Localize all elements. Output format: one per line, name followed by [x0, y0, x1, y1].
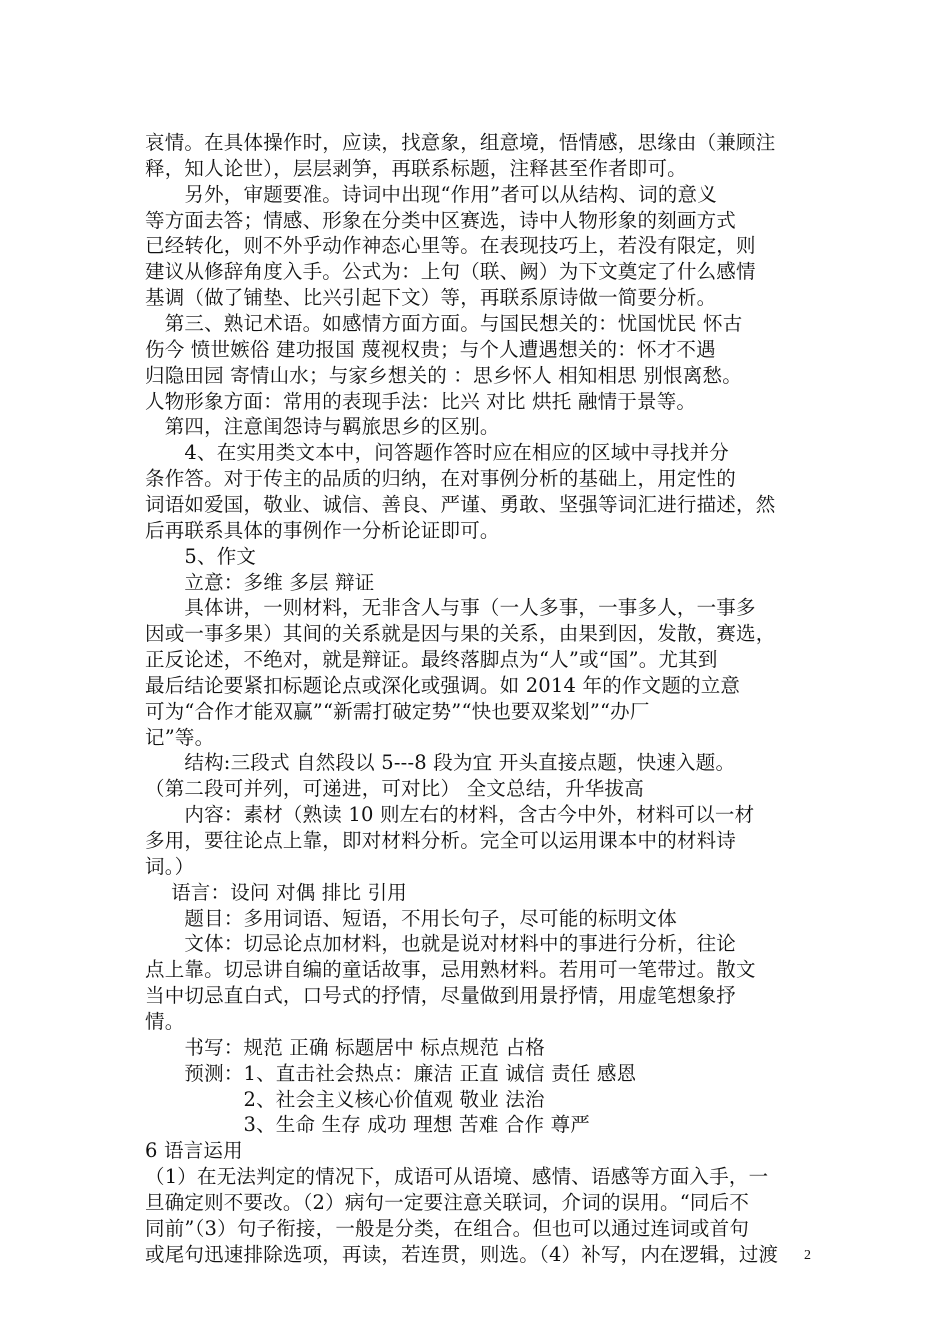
text-line: 人物形象方面：常用的表现手法：比兴 对比 烘托 融情于景等。: [145, 389, 697, 413]
text-line: 最后结论要紧扣标题论点或深化或强调。如 2014 年的作文题的立意: [145, 673, 741, 697]
text-line: 6 语言运用: [145, 1139, 243, 1163]
text-line: 或尾句迅速排除选项，再读，若连贯，则选。（4）补写，内在逻辑，过渡: [145, 1242, 779, 1266]
text-line: 书写：规范 正确 标题居中 标点规范 占格: [145, 1035, 545, 1059]
text-line: 可为“合作才能双赢”“新需打破定势”“快也要双桨划”“办厂: [145, 699, 650, 723]
text-line: 预测：1、直击社会热点：廉洁 正直 诚信 责任 感恩: [145, 1061, 637, 1085]
text-line: 立意：多维 多层 辩证: [145, 570, 375, 594]
text-line: 释，知人论世），层层剥笋，再联系标题，注释甚至作者即可。: [145, 156, 687, 180]
text-line: 另外，审题要准。诗词中出现“作用”者可以从结构、词的意义: [145, 182, 717, 206]
text-line: 同前”（3）句子衔接，一般是分类，在组合。但也可以通过连词或首句: [145, 1216, 750, 1240]
text-line: 第四，注意闺怨诗与羁旅思乡的区别。: [145, 415, 500, 439]
text-line: 词。）: [145, 854, 195, 878]
text-line: 已经转化，则不外乎动作神态心里等。在表现技巧上，若没有限定，则: [145, 234, 756, 258]
text-line: 4、在实用类文本中，问答题作答时应在相应的区域中寻找并分: [145, 441, 729, 465]
text-line: 情。: [145, 1009, 185, 1033]
text-line: 5、作文: [145, 544, 257, 568]
text-line: （1）在无法判定的情况下，成语可从语境、感情、语感等方面入手，一: [145, 1165, 769, 1188]
text-line: 因或一事多果）其间的关系就是因与果的关系，由果到因，发散，赛选，: [145, 622, 776, 646]
text-line: 后再联系具体的事例作一分析论证即可。: [145, 518, 500, 542]
text-line: 题目：多用词语、短语，不用长句子，尽可能的标明文体: [145, 906, 677, 930]
text-line: 2、社会主义核心价值观 敬业 法治: [145, 1087, 545, 1111]
text-line: 伤今 愤世嫉俗 建功报国 蔑视权贵；与个人遭遇想关的：怀才不遇: [145, 337, 716, 361]
text-line: 等方面去答；情感、形象在分类中区赛选，诗中人物形象的刻画方式: [145, 208, 737, 232]
text-line: 内容：素材（熟读 10 则左右的材料，含古今中外，材料可以一材: [145, 803, 755, 827]
text-line: 结构:三段式 自然段以 5---8 段为宜 开头直接点题，快速入题。: [145, 751, 736, 775]
text-line: 归隐田园 寄情山水；与家乡想关的 ：思乡怀人 相知相思 别恨离愁。: [145, 363, 742, 387]
text-line: 当中切忌直白式，口号式的抒情，尽量做到用景抒情，用虚笔想象抒: [145, 984, 737, 1008]
text-line: （第二段可并列，可递进，可对比） 全文总结，升华拔高: [145, 777, 644, 801]
text-line: 基调（做了铺垫、比兴引起下文）等，再联系原诗做一简要分析。: [145, 286, 717, 310]
text-line: 语言：设问 对偶 排比 引用: [145, 880, 407, 904]
text-line: 多用，要往论点上靠，即对材料分析。完全可以运用课本中的材料诗: [145, 829, 737, 852]
text-line: 词语如爱国，敬业、诚信、善良、严谨、勇敢、坚强等词汇进行描述，然: [145, 492, 776, 516]
text-line: 条作答。对于传主的品质的归纳，在对事例分析的基础上，用定性的: [145, 467, 737, 491]
text-line: 第三、熟记术语。如感情方面方面。与国民想关的：忧国忧民 怀古: [145, 312, 743, 335]
text-line: 具体讲，一则材料，无非含人与事（一人多事，一事多人，一事多: [145, 596, 756, 620]
text-line: 文体：切忌论点加材料，也就是说对材料中的事进行分析，往论: [145, 932, 737, 956]
text-line: 正反论述，不绝对，就是辩证。最终落脚点为“人”或“国”。尤其到: [145, 648, 718, 671]
page-number: 2: [804, 1248, 811, 1263]
text-line: 旦确定则不要改。（2）病句一定要注意关联词，介词的误用。“同后不: [145, 1190, 750, 1214]
text-line: 哀情。在具体操作时，应读，找意象，组意境，悟情感，思缘由（兼顾注: [145, 131, 776, 154]
text-line: 记”等。: [145, 725, 215, 749]
text-line: 建议从修辞角度入手。公式为：上句（联、阙）为下文奠定了什么感情: [145, 260, 756, 284]
text-line: 3、生命 生存 成功 理想 苦难 合作 尊严: [145, 1113, 590, 1137]
text-line: 点上靠。切忌讲自编的童话故事，忌用熟材料。若用可一笔带过。散文: [145, 958, 756, 982]
